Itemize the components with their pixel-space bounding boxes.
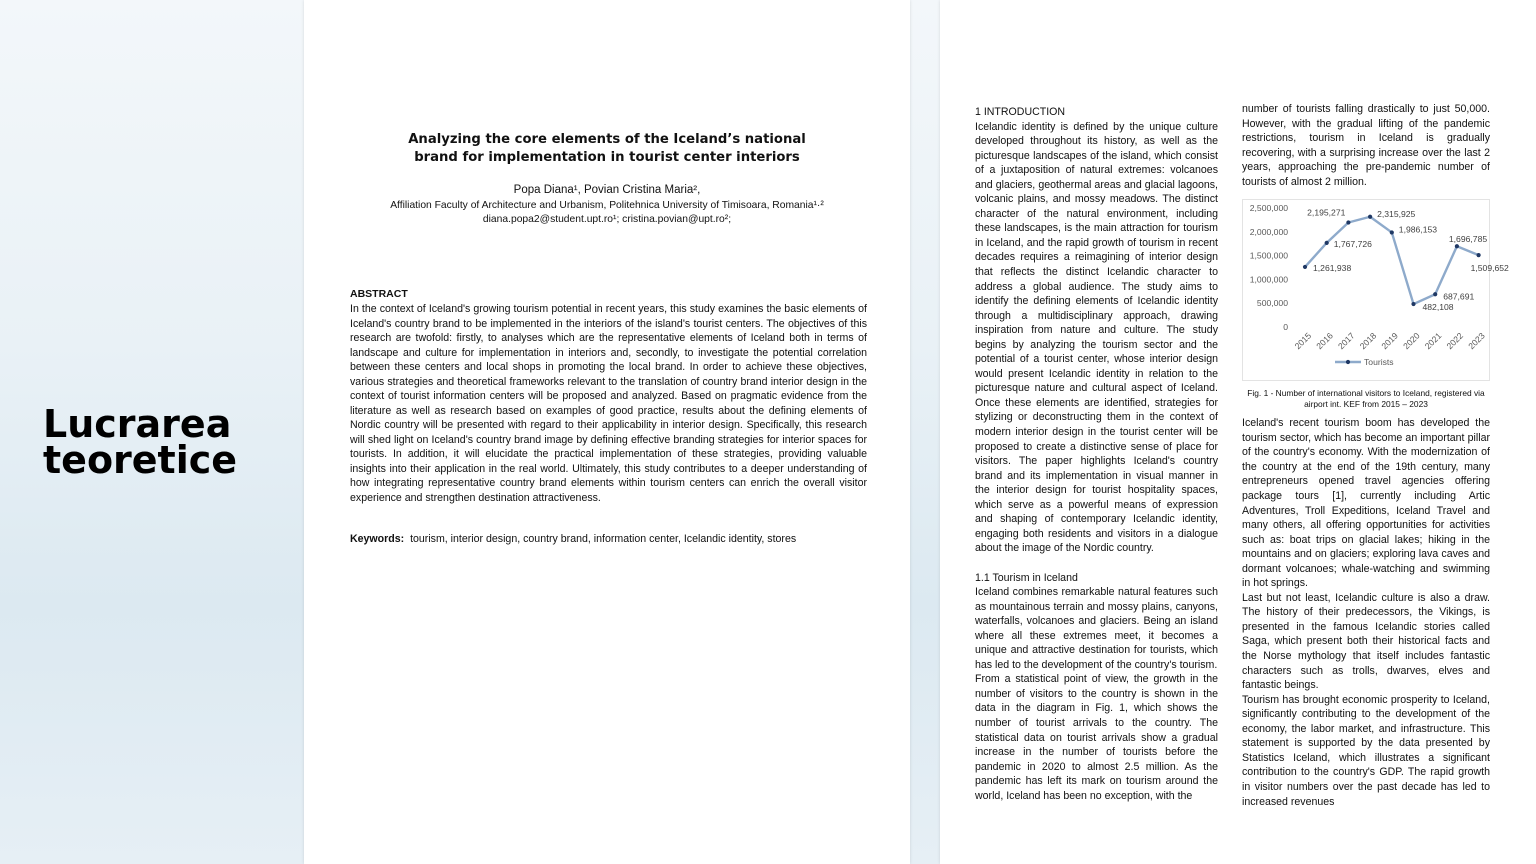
data-point [1368, 215, 1372, 219]
right-paragraph-1: number of tourists falling drastically to just 50,000. However, with the gradual lifting of the pandemic restrictions, tourism in Iceland is gradually recovering, with a surprising increase over the last 2 years, approaching the pre-pandemic number of tourists of almost 2 million. [1242, 103, 1490, 188]
left-column [975, 105, 1218, 803]
data-label: 1,986,153 [1398, 224, 1438, 235]
data-label: 1,261,938 [1313, 263, 1352, 274]
y-tick-label: 2,000,000 [1249, 227, 1288, 238]
intro-heading: 1 INTRODUCTION [975, 106, 1066, 118]
figure-1-chart [1242, 199, 1509, 381]
data-label: 2,195,271 [1307, 207, 1346, 218]
y-tick-label: 0 [1283, 322, 1288, 333]
legend-marker [1346, 360, 1350, 364]
slide-title: Lucrarea teoretice [43, 402, 238, 482]
data-point [1346, 221, 1350, 225]
x-tick-label: 2023 [1466, 330, 1487, 352]
tourism-heading: 1.1 Tourism in Iceland [975, 571, 1078, 584]
x-tick-label: 2019 [1379, 330, 1400, 352]
paper-authors: Popa Diana¹, Povian Cristina Maria², [513, 184, 701, 196]
keywords [350, 533, 796, 545]
data-point [1303, 265, 1307, 269]
data-point [1455, 244, 1459, 248]
tourism-paragraph-2: From a statistical point of view, the growth in the number of visitors to the country is shown in the data in the diagram in Fig. 1, which shows the number of tourist arrivals to the country. The statistical data on tourist arrivals show a gradual increase in the number of tourists before the pandemic in 2020 to almost 2.5 million. As the pandemic has left its mark on tourism around the world, Iceland has been no exception, with the [975, 673, 1218, 802]
intro-text: Icelandic identity is defined by the unique culture developed throughout its history, as well as the picturesque landscapes of the island, which consist of a juxtaposition of natural extremes: volcanoes and glaciers, geothermal areas and glacial lagoons, volcanic plains, and mossy meadows. The distinct character of the natural environment, including these landscapes, is the main attraction for tourism in Iceland, and the rapid growth of tourism in recent decades requires a reimagining of interior design that reflects the distinct Icelandic character to address a global audience. The study aims to identify the defining elements of Icelandic identity through a multidisciplinary approach, drawing inspiration from nature and culture. The study begins by analyzing the tourism sector and the potential of a tourist center, whose interior design would present Icelandic identity in relation to the picturesque nature and cultural aspect of Iceland. Once these elements are identified, strategies for stylizing or deconstructing them in the context of modern interior design in the tourist center will be proposed to create a distinctive sense of place for visitors. The paper highlights Iceland's country brand and its implementation in visual manner in the interior design for tourist hospitality spaces, which serve as a powerful means of expression and shaping of contemporary Icelandic identity, engaging both residents and visitors in a dialogue about the image of the Nordic country. [975, 120, 1218, 555]
paper-page-2 [940, 0, 1536, 864]
right-paragraph-4: Tourism has brought economic prosperity to Iceland, significantly contributing to the development of the economy, the labor market, and infrastructure. This statement is supported by the data presented by Statistics Iceland, which illustrates a significant contribution to the country's GDP. The rapid growth in visitor numbers over the past decade has led to increased revenues [1242, 693, 1490, 808]
x-tick-label: 2016 [1314, 330, 1335, 352]
keywords-text: tourism, interior design, country brand, information center, Icelandic identity, stores [410, 533, 797, 545]
tourists-line-chart [1243, 200, 1509, 378]
paper-title [304, 131, 910, 167]
x-tick-label: 2018 [1357, 330, 1379, 352]
x-tick-label: 2021 [1422, 330, 1444, 352]
paper-affiliation: Affiliation Faculty of Architecture and Urbanism, Politehnica University of Timisoara, Romania¹·² [390, 200, 824, 211]
data-label: 2,315,925 [1377, 209, 1416, 220]
legend-label: Tourists [1364, 357, 1394, 368]
abstract-heading: ABSTRACT [350, 288, 408, 300]
y-tick-label: 2,500,000 [1249, 203, 1288, 214]
data-point [1390, 231, 1394, 235]
right-column [1242, 102, 1509, 809]
data-label: 1,696,785 [1448, 234, 1488, 245]
y-tick-label: 1,000,000 [1249, 274, 1288, 285]
x-tick-label: 2015 [1292, 330, 1314, 352]
right-paragraph-2: Iceland's recent tourism boom has developed the tourism sector, which has become an important pillar of the country's economy. With the modernization of the country at the end of the 19th century, many entrepreneurs opened travel agencies offering package tours [1], currently including Artic Adventures, Troll Expeditions, Iceland Travel and many others, all offering opportunities for activities such as: boat trips on glacial lakes; hiking in the mountains and on glaciers; exploring lava caves and dormant volcanoes; whale-watching and swimming in hot springs. [1242, 417, 1490, 590]
keywords-label: Keywords: [350, 533, 405, 545]
data-label: 482,108 [1422, 302, 1454, 313]
x-tick-label: 2020 [1401, 330, 1422, 352]
y-tick-label: 500,000 [1256, 298, 1288, 309]
paper-title-line-1: Analyzing the core elements of the Iceland’s national [408, 132, 806, 147]
y-tick-label: 1,500,000 [1249, 250, 1288, 261]
paper-page-1 [304, 0, 910, 864]
figure-caption: Fig. 1 - Number of international visitors to Iceland, registered via airport int. KEF from 2015 – 2023 [1247, 388, 1485, 410]
data-label: 687,691 [1443, 291, 1475, 302]
data-point [1477, 253, 1481, 257]
x-tick-label: 2022 [1444, 330, 1466, 352]
paper-title-line-2: brand for implementation in tourist center interiors [414, 150, 800, 165]
x-tick-label: 2017 [1335, 330, 1357, 352]
right-paragraph-3: Last but not least, Icelandic culture is also a draw. The history of their predecessors, the Vikings, is presented in the famous Icelandic stories called Saga, which present both their historical facts and the Norse mythology that itself includes fantastic characters such as trolls, dwarves, elves and fantastic beings. [1242, 591, 1490, 692]
data-label: 1,767,726 [1333, 239, 1372, 250]
data-label: 1,509,652 [1470, 263, 1509, 274]
data-point [1325, 241, 1329, 245]
paper-emails: diana.popa2@student.upt.ro¹; cristina.povian@upt.ro²; [482, 214, 732, 225]
data-point [1433, 292, 1437, 296]
abstract-text: In the context of Iceland's growing tourism potential in recent years, this study examines the basic elements of Iceland's country brand to be implemented in the interiors of the island's tourist centers. The objectives of this research are twofold: firstly, to analyses which are the representative elements of Iceland both in terms of landscape and culture for implementation in interiors and, secondly, to investigate the potential correlation between these centers and local shops in promoting the local brand. In order to achieve these objectives, various strategies and theoretical frameworks relevant to the translation of country brand interior design in the context of tourist information centers will be proposed and analyzed. Based on pragmatic evidence from the literature as well as research based on examples of good practice, results about the defining elements of Nordic country will be presented with regard to their applicability in interior design. Specifically, this research will shed light on Iceland's country brand image by defining effective branding strategies for interior spaces for tourists. In addition, it will elucidate the practical implementation of these strategies, providing valuable insights into their application in the real world. Ultimately, this study contributes to a deeper understanding of how integrating representative country brand elements within tourism centers can enrich the overall visitor experience and strengthen destination attractiveness. [350, 303, 867, 504]
data-point [1411, 302, 1415, 306]
tourism-paragraph-1: Iceland combines remarkable natural features such as mountainous terrain and mossy plains, canyons, waterfalls, volcanoes and glaciers. Being an island where all these extremes meet, it becomes a unique and attractive destination for tourists, which has led to the development of the country's tourism. [975, 586, 1218, 671]
